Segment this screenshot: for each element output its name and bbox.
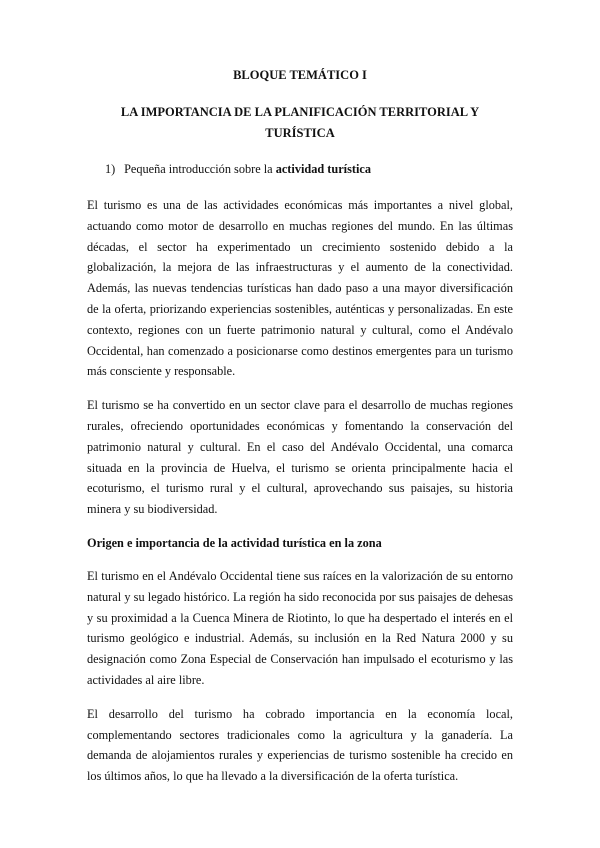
paragraph-4: El desarrollo del turismo ha cobrado importancia en la economía local, complementando sectores tradicionales como la agricultura y la ganadería. La demanda de alojamientos rurales y experiencias de turismo sostenible ha crecido en los últimos años, lo que ha llevado a la diversificación de la oferta turística. bbox=[87, 706, 513, 784]
paragraph-3: El turismo en el Andévalo Occidental tiene sus raíces en la valorización de su entorno natural y su legado histórico. La región ha sido reconocida por sus paisajes de dehesas y su proximidad a la Cuenca Minera de Riotinto, lo que ha despertado el interés en el turismo geológico e industrial. Además, su inclusión en la Red Natura 2000 y su designación como Zona Especial de Conservación han impulsado el ecoturismo y las actividades al aire libre. bbox=[87, 568, 513, 687]
main-title: LA IMPORTANCIA DE LA PLANIFICACIÓN TERRITORIAL Y TURÍSTICA bbox=[120, 105, 480, 140]
block-title: BLOQUE TEMÁTICO I bbox=[233, 68, 367, 82]
subheading-origen: Origen e importancia de la actividad turística en la zona bbox=[87, 535, 382, 550]
paragraph-1: El turismo es una de las actividades económicas más importantes a nivel global, actuando como motor de desarrollo en muchas regiones del mundo. En las últimas décadas, el sector ha experimentado un crecimiento sostenido debido a la globalización, la mejora de las infraestructuras y el aumento de la conectividad. Además, las nuevas tendencias turísticas han dado paso a una mayor diversificación de la oferta, priorizando experiencias sostenibles, auténticas y personalizadas. En este contexto, regiones con un fuerte patrimonio natural y cultural, como el Andévalo Occidental, han comenzado a posicionarse como destinos emergentes para un turismo más consciente y responsable. bbox=[87, 198, 513, 379]
paragraph-2: El turismo se ha convertido en un sector clave para el desarrollo de muchas regiones rurales, ofreciendo oportunidades económicas y fomentando la conservación del patrimonio natural y cultural. En el caso del Andévalo Occidental, una comarca situada en la provincia de Huelva, el turismo se orienta principalmente hacia el ecoturismo, el turismo rural y el cultural, aprovechando sus paisajes, su historia minera y su biodiversidad. bbox=[87, 398, 513, 517]
section-1-label: Pequeña introducción sobre la bbox=[124, 162, 276, 176]
section-1-heading bbox=[105, 160, 513, 178]
section-1-label-bold: actividad turística bbox=[275, 162, 371, 176]
section-1-number: 1) bbox=[105, 162, 116, 176]
